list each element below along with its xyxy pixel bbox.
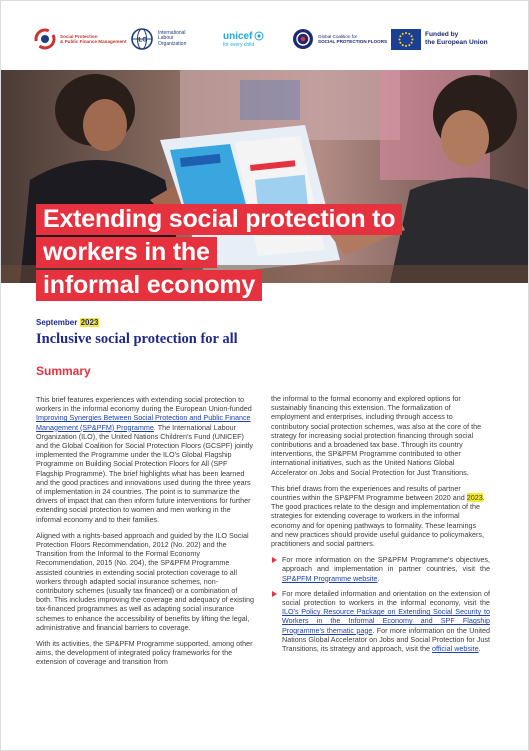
bullet1-text-b: . <box>377 573 380 583</box>
spf-logo <box>34 22 126 56</box>
bullet2-text-c: . <box>478 644 481 654</box>
bullet-programme-info <box>271 555 490 583</box>
bullet2-text-a: For more detailed information and orientation on the extension of social protection to workers in the informal economy, visit the <box>282 588 490 608</box>
unicef-logo <box>223 22 264 56</box>
partner-logos <box>30 22 509 58</box>
gcspf-globe-icon <box>292 28 314 50</box>
title-line-1: Extending social protection to <box>36 204 402 235</box>
right-paragraph-2 <box>271 484 490 548</box>
spf-logo-icon <box>34 28 56 50</box>
ilo-globe-icon <box>130 27 154 51</box>
ilo-logo-line1: International <box>158 29 186 36</box>
right-column <box>271 394 490 659</box>
date-year: 2023 <box>80 318 99 327</box>
unicef-logo-tagline: for every child <box>223 41 255 48</box>
ilo-logo-line2: Labour <box>158 35 174 42</box>
ilo-logo <box>130 22 186 56</box>
eu-logo <box>391 22 488 56</box>
bullet-arrow-icon <box>272 591 277 597</box>
title-line-2: workers in the <box>36 237 217 268</box>
gcspf-logo-line1: Global Coalition for <box>318 33 358 39</box>
bullet-policy-resources <box>271 589 490 653</box>
left-p1-text-a: This brief features experiences with extending social protection to workers in the informal economy during the European Union-funded <box>36 395 252 414</box>
left-paragraph-2: Aligned with a rights-based approach and guided by the ILO Social Protection Floors Recommendation, 2012 (No. 202) and the Transition from the Informal to the Formal Economy Recommendation, 2015 (No. 204), the SP&PFM Programme assisted countries in extending social protection coverage to all workers through adapted social insurance schemes, non-contributory schemes (usually tax financed) or a combination of both. This includes improving the coverage and adequacy of existing tax-financed programmes as well as adapting social insurance schemes to enhance the accessibility of benefits by lifting the legal, administrative and financial barriers to coverage. <box>36 530 255 632</box>
left-paragraph-3: With its activities, the SP&PFM Programme supported, among other aims, the development of integrated policy frameworks for the extension of coverage and transition from <box>36 639 253 667</box>
spfm-programme-link[interactable]: Improving Synergies Between Social Protection and Public Finance Management (SP&PFM) Programme <box>36 413 251 432</box>
bullet-arrow-icon <box>272 557 277 563</box>
bullet1-text-a: For more information on the SP&PFM Programme's objectives, approach and implementation in partner countries, visit the <box>282 555 490 574</box>
eu-logo-line2: the European Union <box>425 39 488 46</box>
right-paragraph-1: the informal to the formal economy and explored options for sustainably financing this extension. The formalization of employment and enterprises, including through access to contributory social protection schemes, was also at the core of the strategy for increasing social protection financing through social contributions and a broadened tax base. Through its country interventions, the SP&PFM Programme contributed to other international initiatives, such as the United Nations Global Accelerator on Jobs and Social Protection for Just Transitions. <box>271 394 482 477</box>
svg-text:ILO: ILO <box>137 37 147 44</box>
left-paragraph-1 <box>36 395 255 524</box>
eu-logo-line1: Funded by <box>425 31 459 38</box>
left-p1-text-b: . The International Labour Organization (ILO), the United Nations Children's Fund (UNICEF) and the Global Coalition for Social Protection Floors (GCSPF) jointly implemented the Programme under the ILO's Global Flagship Programme on Building Social Protection Floors for All (SPF Flagship Programme). The brief highlights what has been learned and the good practices and innovations used during the three years of implementation in 24 countries. The point is to summarize the drivers of impact that can then inform future interventions for further extending social protection to women and men working in the informal economy and to their families. <box>36 422 253 524</box>
publication-date <box>36 318 99 327</box>
unicef-globe-icon <box>254 31 264 41</box>
bullet2-text-b: . For more information on the United Nations Global Accelerator on Jobs and Social Protection for Just Transitions, its strategy and approach, visit the <box>282 625 490 654</box>
date-month: September <box>36 318 78 327</box>
title-line-3: informal economy <box>36 270 262 301</box>
summary-heading: Summary <box>36 364 91 378</box>
document-title <box>36 204 396 303</box>
document-subtitle: Inclusive social protection for all <box>36 331 238 347</box>
spf-logo-line1: Social Protection <box>60 33 98 39</box>
spf-logo-line2: & Public Finance Management <box>60 39 127 44</box>
official-website-link[interactable]: official website <box>431 644 479 654</box>
eu-flag-icon <box>391 29 421 50</box>
gcspf-logo <box>292 22 387 56</box>
gcspf-logo-line2: SOCIAL PROTECTION FLOORS <box>318 39 388 44</box>
right-p2-text-b: . The good practices relate to the design and implementation of the strategies for extending coverage to workers in the informal economy and for opening pathways to formality. These learnings and new practices should provide useful guidance to policymakers, practitioners and social partners. <box>271 493 485 549</box>
programme-website-link[interactable]: SP&PFM Programme website <box>282 573 378 583</box>
policy-resource-package-link[interactable]: ILO's Policy Resource Package on Extending Social Security to Workers in the Informal Economy and SPF Flagship Programme's thematic page <box>282 607 490 635</box>
unicef-logo-name: unicef <box>223 30 253 42</box>
right-p2-year: 2023 <box>466 493 483 503</box>
ilo-logo-line3: Organization <box>158 40 187 47</box>
left-column <box>36 395 255 674</box>
right-p2-text-a: This brief draws from the experiences and results of partner countries within the SP&PFM Programme between 2020 and <box>271 483 467 503</box>
